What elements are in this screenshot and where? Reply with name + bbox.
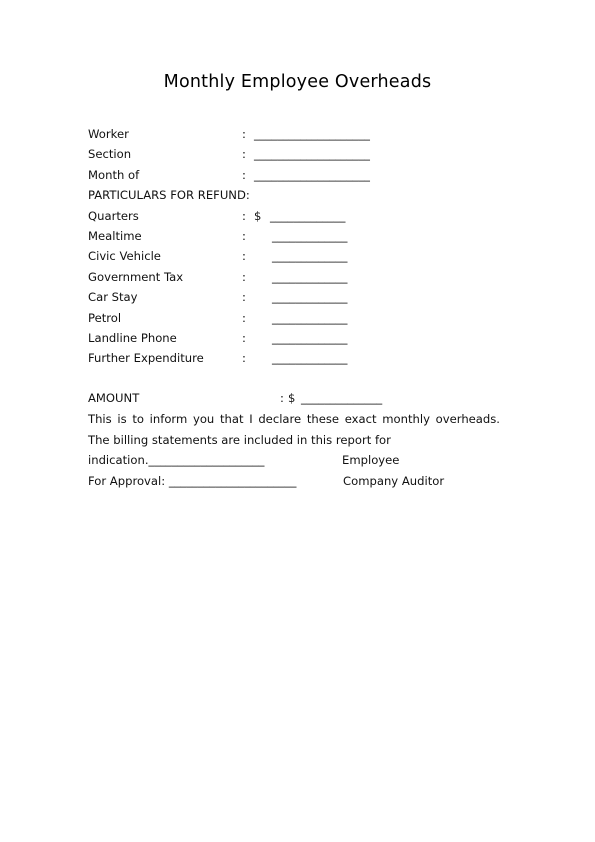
month-blank-line[interactable]: ____________________ bbox=[254, 167, 370, 182]
item-colon: : bbox=[242, 351, 246, 366]
indication-line[interactable]: indication.____________________ bbox=[88, 453, 265, 467]
item-civic-vehicle bbox=[88, 246, 508, 266]
field-section bbox=[88, 144, 508, 164]
declaration-text: This is to inform you that I declare these exact monthly overheads. The billing statements are included in this report for bbox=[88, 412, 500, 447]
item-colon: : bbox=[242, 208, 246, 223]
landline-phone-blank-line[interactable]: _____________ bbox=[272, 330, 348, 345]
car-stay-blank-line[interactable]: _____________ bbox=[272, 290, 348, 305]
document-title: Monthly Employee Overheads bbox=[163, 72, 432, 92]
approval-line[interactable]: For Approval: ______________________ bbox=[88, 474, 297, 488]
employee-label: Employee bbox=[342, 453, 400, 467]
particulars-heading: PARTICULARS FOR REFUND: bbox=[88, 188, 250, 203]
field-label: Section bbox=[88, 147, 132, 162]
item-colon: : bbox=[242, 228, 246, 243]
government-tax-blank-line[interactable]: _____________ bbox=[272, 269, 348, 284]
item-car-stay bbox=[88, 287, 508, 307]
item-mealtime bbox=[88, 226, 508, 246]
field-label: Worker bbox=[88, 127, 129, 141]
field-month-of bbox=[88, 165, 508, 185]
quarters-blank-line[interactable]: _____________ bbox=[270, 208, 346, 223]
field-worker bbox=[88, 124, 508, 144]
further-expenditure-blank-line[interactable]: _____________ bbox=[272, 351, 348, 366]
amount-colon: : bbox=[280, 391, 284, 405]
field-colon: : bbox=[242, 167, 246, 182]
item-government-tax bbox=[88, 267, 508, 287]
item-label: Petrol bbox=[88, 310, 122, 325]
item-label: Civic Vehicle bbox=[88, 249, 161, 264]
field-colon: : bbox=[242, 127, 246, 141]
dollar-sign: $ bbox=[254, 208, 262, 223]
item-petrol bbox=[88, 308, 508, 328]
field-colon: : bbox=[242, 147, 246, 162]
section-blank-line[interactable]: ____________________ bbox=[254, 147, 370, 162]
approval-row bbox=[88, 471, 508, 491]
amount-blank-line[interactable]: ______________ bbox=[301, 391, 383, 405]
form-fields bbox=[88, 124, 508, 369]
item-further-expenditure bbox=[88, 348, 508, 368]
item-colon: : bbox=[242, 330, 246, 345]
company-auditor-label: Company Auditor bbox=[343, 474, 445, 488]
item-label: Government Tax bbox=[88, 269, 184, 284]
item-landline-phone bbox=[88, 328, 508, 348]
indication-row bbox=[88, 450, 508, 470]
item-label: Landline Phone bbox=[88, 330, 177, 345]
item-label: Quarters bbox=[88, 208, 139, 223]
item-quarters bbox=[88, 206, 508, 226]
item-label: Mealtime bbox=[88, 228, 142, 243]
civic-vehicle-blank-line[interactable]: _____________ bbox=[272, 249, 348, 264]
item-label: Car Stay bbox=[88, 290, 138, 305]
petrol-blank-line[interactable]: _____________ bbox=[272, 310, 348, 325]
item-colon: : bbox=[242, 290, 246, 305]
mealtime-blank-line[interactable]: _____________ bbox=[272, 228, 348, 243]
item-colon: : bbox=[242, 249, 246, 264]
item-colon: : bbox=[242, 269, 246, 284]
item-colon: : bbox=[242, 310, 246, 325]
field-label: Month of bbox=[88, 167, 140, 182]
worker-blank-line[interactable]: ____________________ bbox=[254, 127, 370, 141]
amount-row bbox=[88, 388, 508, 408]
item-label: Further Expenditure bbox=[88, 351, 204, 366]
amount-label: AMOUNT bbox=[88, 391, 140, 405]
dollar-sign: $ bbox=[288, 391, 296, 405]
